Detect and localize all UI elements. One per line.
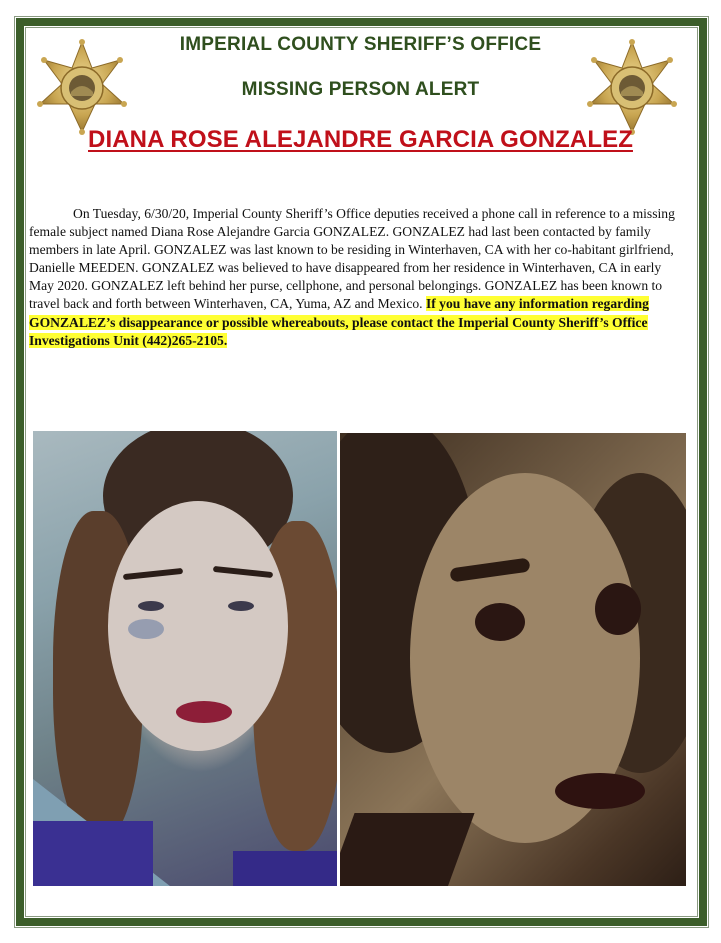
- case-details-text: On Tuesday, 6/30/20, Imperial County Sheriff’s Office deputies received a phone call in reference to a missing female subject named Diana Rose Alejandre Garcia GONZALEZ. GONZALEZ had last been contacted by family members in late April. GONZALEZ was last known to be residing in Winterhaven, CA with her co-habitant girlfriend, Danielle MEEDEN. GONZALEZ was believed to have disappeared from her residence in Winterhaven, CA in early May 2020. GONZALEZ left behind her purse, cellphone, and personal belongings. GONZALEZ has been known to travel back and forth between Winterhaven, CA, Yuma, AZ and Mexico.: [29, 206, 675, 312]
- agency-heading: IMPERIAL COUNTY SHERIFF’S OFFICE: [179, 34, 542, 55]
- subject-photo-1: [33, 431, 337, 886]
- alert-type-heading: MISSING PERSON ALERT: [241, 79, 480, 100]
- case-description: [29, 205, 679, 350]
- subject-name-title: [0, 126, 721, 154]
- subject-name: DIANA ROSE ALEJANDRE GARCIA GONZALEZ: [88, 126, 633, 153]
- contact-info-highlight: If you have any information regarding GONZALEZ’s disappearance or possible whereabouts, please contact the Imperial County Sheriff’s Office Investigations Unit (442)265-2105.: [29, 296, 649, 348]
- subject-photo-2: [340, 433, 686, 886]
